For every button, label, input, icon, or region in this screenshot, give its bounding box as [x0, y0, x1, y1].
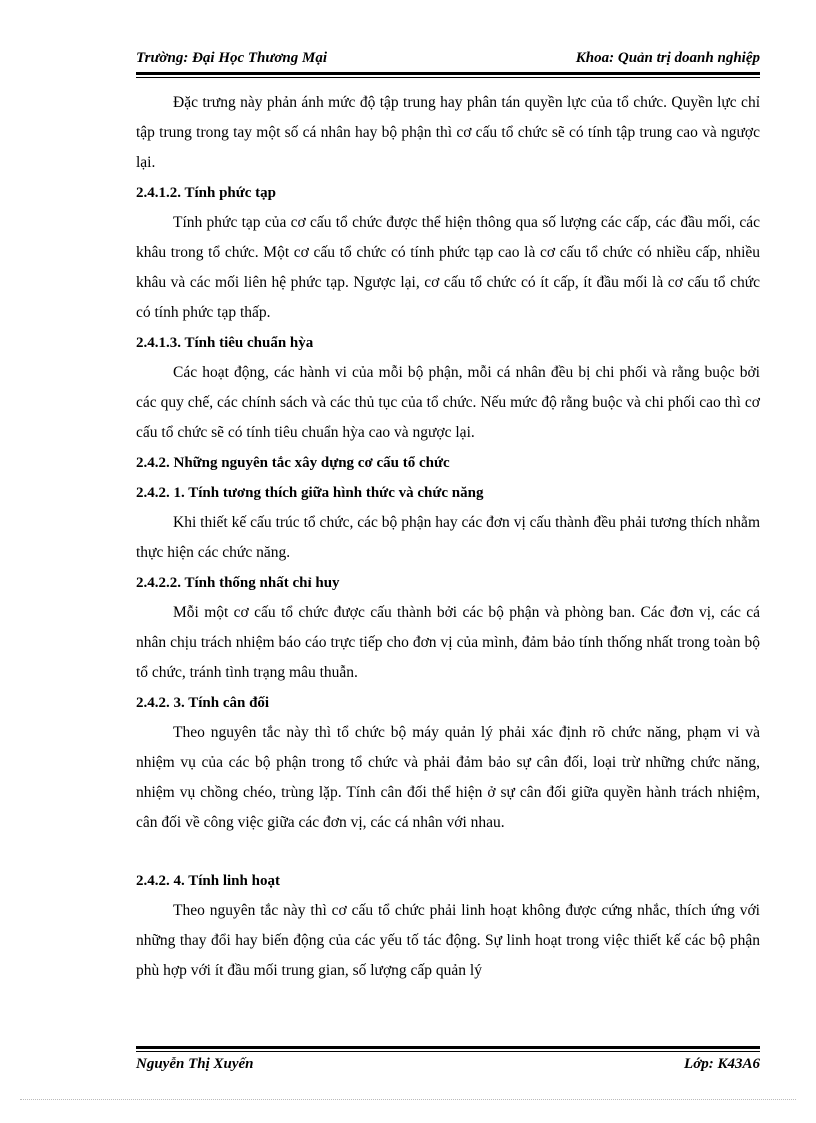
document-body [136, 88, 760, 986]
paragraph: Theo nguyên tắc này thì tổ chức bộ máy quản lý phải xác định rõ chức năng, phạm vi và nhiệm vụ của các bộ phận trong tổ chức và phải đảm bảo sự cân đối, loại trừ những chức năng, nhiệm vụ chồng chéo, trùng lặp. Tính cân đối thể hiện ở sự cân đối giữa quyền hành trách nhiệm, cân đối về công việc giữa các đơn vị, các cá nhân với nhau. [136, 724, 760, 831]
footer-author: Nguyễn Thị Xuyến [136, 1056, 254, 1072]
header-rule-thick [136, 72, 760, 75]
footer-rule-thick [136, 1046, 760, 1049]
page-header [136, 50, 760, 70]
section-heading: 2.4.2.2. Tính thống nhất chỉ huy [136, 575, 340, 591]
paragraph: Mỗi một cơ cấu tổ chức được cấu thành bởi các bộ phận và phòng ban. Các đơn vị, các cá nhân chịu trách nhiệm báo cáo trực tiếp cho đơn vị của mình, đảm bảo tính thống nhất trong toàn bộ tổ chức, tránh tình trạng mâu thuẫn. [136, 604, 760, 681]
paragraph: Theo nguyên tắc này thì cơ cấu tổ chức phải linh hoạt không được cứng nhắc, thích ứng với những thay đổi hay biến động của các yếu tố tác động. Sự linh hoạt trong việc thiết kế các bộ phận phù hợp với ít đầu mối trung gian, số lượng cấp quản lý [136, 902, 760, 979]
header-school: Trường: Đại Học Thương Mại [136, 50, 328, 66]
footer-rule-thin [136, 1051, 760, 1052]
page-footer [136, 1056, 760, 1076]
header-faculty: Khoa: Quản trị doanh nghiệp [575, 50, 760, 66]
blank-line [136, 838, 760, 866]
paragraph: Khi thiết kế cấu trúc tổ chức, các bộ phận hay các đơn vị cấu thành đều phải tương thích nhằm thực hiện các chức năng. [136, 514, 760, 561]
section-heading: 2.4.1.2. Tính phức tạp [136, 185, 277, 201]
paragraph: Các hoạt động, các hành vi của mỗi bộ phận, mỗi cá nhân đều bị chi phối và rằng buộc bởi các quy chế, các chính sách và các thủ tục của tổ chức. Nếu mức độ rằng buộc và chi phối cao thì cơ cấu tổ chức sẽ có tính tiêu chuẩn hỳa cao và ngược lại. [136, 364, 760, 441]
footer-class: Lớp: K43A6 [684, 1056, 760, 1072]
section-heading: 2.4.2. 1. Tính tương thích giữa hình thức và chức năng [136, 485, 484, 501]
section-heading: 2.4.2. 4. Tính linh hoạt [136, 873, 280, 889]
paragraph: Đặc trưng này phản ánh mức độ tập trung hay phân tán quyền lực của tổ chức. Quyền lực chỉ tập trung trong tay một số cá nhân hay bộ phận thì cơ cấu tổ chức sẽ có tính tập trung cao và ngược lại. [136, 94, 760, 171]
header-rule-thin [136, 77, 760, 78]
section-heading: 2.4.1.3. Tính tiêu chuẩn hỳa [136, 335, 314, 351]
paragraph: Tính phức tạp của cơ cấu tổ chức được thể hiện thông qua số lượng các cấp, các đầu mối, các khâu trong tổ chức. Một cơ cấu tổ chức có tính phức tạp cao là cơ cấu tổ chức có nhiều cấp, nhiều khâu và các mối liên hệ phức tạp. Ngược lại, cơ cấu tổ chức có ít cấp, ít đầu mối là cơ cấu tổ chức có tính phức tạp thấp. [136, 214, 760, 321]
page-edge-divider [20, 1099, 796, 1100]
section-heading: 2.4.2. Những nguyên tắc xây dựng cơ cấu tổ chức [136, 455, 450, 471]
section-heading: 2.4.2. 3. Tính cân đối [136, 695, 270, 711]
